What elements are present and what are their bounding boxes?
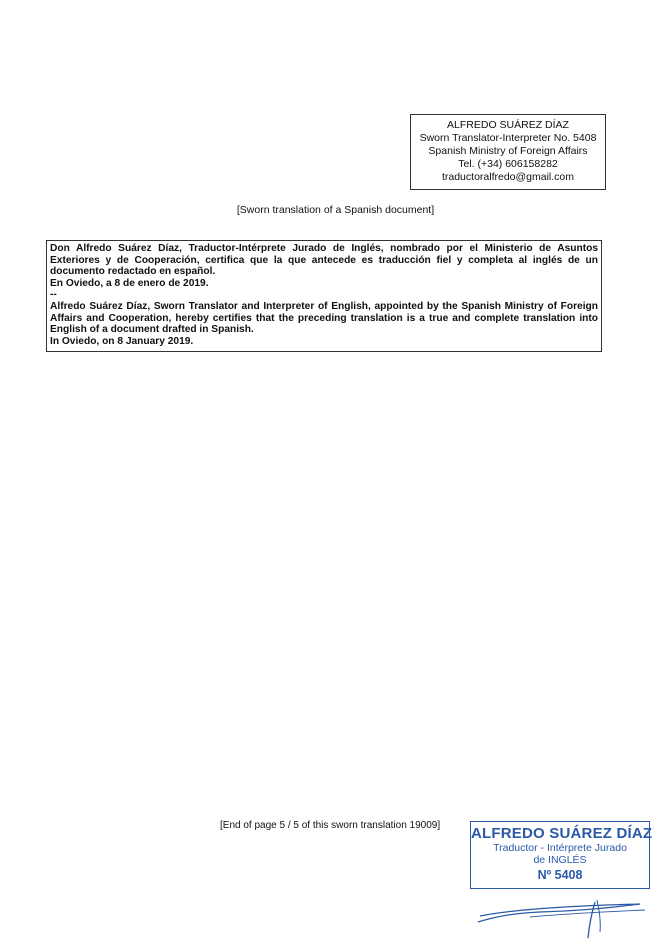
certification-spanish-text: Don Alfredo Suárez Díaz, Traductor-Intérprete Jurado de Inglés, nombrado por el Ministerio de Asuntos Exteriores y de Cooperación, certifica que la que antecede es traducción fiel y completa al inglés de un documento redactado en español. <box>50 243 598 278</box>
certification-english-date: In Oviedo, on 8 January 2019. <box>50 335 194 347</box>
translator-header-box <box>410 114 606 190</box>
translator-title: Sworn Translator-Interpreter No. 5408 <box>419 132 597 144</box>
certification-separator: -- <box>50 289 57 301</box>
stamp-language: de INGLÉS <box>533 854 587 866</box>
certification-box <box>46 240 602 352</box>
certification-spanish-date: En Oviedo, a 8 de enero de 2019. <box>50 277 209 289</box>
signature-icon <box>470 860 660 940</box>
document-note: [Sworn translation of a Spanish document] <box>236 204 435 216</box>
translator-phone: Tel. (+34) 606158282 <box>458 158 558 170</box>
stamp-role: Traductor - Intérprete Jurado <box>493 842 627 854</box>
translator-name: ALFREDO SUÁREZ DÍAZ <box>447 119 569 131</box>
translator-ministry: Spanish Ministry of Foreign Affairs <box>428 145 588 157</box>
stamp-number: Nº 5408 <box>537 868 583 882</box>
page-footer-note: [End of page 5 / 5 of this sworn translation 19009] <box>220 820 441 831</box>
translator-email: traductoralfredo@gmail.com <box>441 171 575 183</box>
stamp-name: ALFREDO SUÁREZ DÍAZ <box>471 825 653 842</box>
certification-english-text: Alfredo Suárez Díaz, Sworn Translator and Interpreter of English, appointed by the Spanish Ministry of Foreign Affairs and Cooperation, hereby certifies that the preceding translation is a true and complete translation into English of a document drafted in Spanish. <box>50 300 598 336</box>
